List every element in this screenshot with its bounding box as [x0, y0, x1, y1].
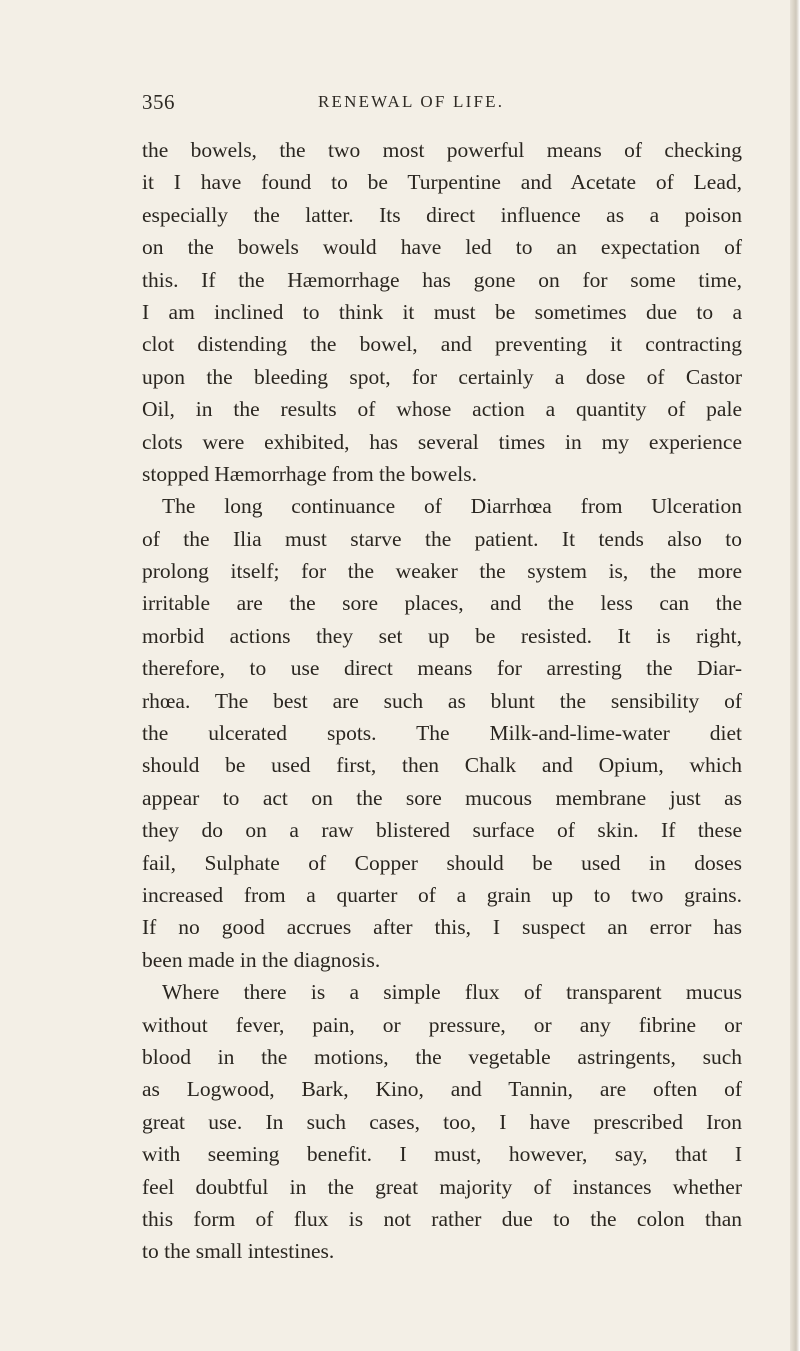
- text-line: morbid actions they set up be resisted. It is right,: [142, 623, 742, 648]
- text-line: upon the bleeding spot, for certainly a dose of Castor: [142, 364, 742, 389]
- text-line: blood in the motions, the vegetable astringents, such: [142, 1044, 742, 1069]
- text-line: clot distending the bowel, and preventing it contracting: [142, 332, 742, 357]
- text-line: they do on a raw blistered surface of skin. If these: [142, 818, 742, 843]
- text-line: with seeming benefit. I must, however, say, that I: [142, 1142, 742, 1167]
- text-line: If no good accrues after this, I suspect an error has: [142, 915, 742, 940]
- text-line: fail, Sulphate of Copper should be used in doses: [142, 850, 742, 875]
- text-line: it I have found to be Turpentine and Acetate of Lead,: [142, 170, 742, 195]
- running-head: RENEWAL OF LIFE.: [318, 92, 505, 111]
- text-line: without fever, pain, or pressure, or any fibrine or: [142, 1012, 742, 1037]
- text-line: clots were exhibited, has several times in my experience: [142, 429, 742, 454]
- page-header: [142, 90, 732, 120]
- text-line: great use. In such cases, too, I have prescribed Iron: [142, 1109, 742, 1134]
- text-line: the bowels, the two most powerful means of checking: [142, 138, 742, 162]
- text-line: prolong itself; for the weaker the system is, the more: [142, 559, 742, 584]
- page-number: 356: [142, 90, 175, 114]
- text-line: especially the latter. Its direct influence as a poison: [142, 202, 742, 227]
- page-edge-shadow: [790, 0, 800, 1351]
- text-line: this form of flux is not rather due to the colon than: [142, 1206, 742, 1231]
- text-line: stopped Hæmorrhage from the bowels.: [142, 461, 477, 486]
- text-line: increased from a quarter of a grain up to two grains.: [142, 882, 742, 907]
- text-line: feel doubtful in the great majority of instances whether: [142, 1174, 742, 1199]
- text-line: this. If the Hæmorrhage has gone on for some time,: [142, 267, 742, 292]
- text-line: should be used first, then Chalk and Opium, which: [142, 753, 742, 778]
- text-line: irritable are the sore places, and the less can the: [142, 591, 742, 616]
- body-text: [142, 134, 742, 1268]
- text-line: I am inclined to think it must be sometimes due to a: [142, 299, 742, 324]
- paragraph-start-line: The long continuance of Diarrhœa from Ulceration: [162, 494, 742, 519]
- text-line: appear to act on the sore mucous membrane just as: [142, 785, 742, 810]
- text-line: as Logwood, Bark, Kino, and Tannin, are often of: [142, 1077, 742, 1102]
- text-line: the ulcerated spots. The Milk-and-lime-water diet: [142, 721, 742, 746]
- text-line: of the Ilia must starve the patient. It tends also to: [142, 526, 742, 551]
- paragraph-start-line: Where there is a simple flux of transparent mucus: [162, 980, 742, 1005]
- text-line: therefore, to use direct means for arresting the Diar-: [142, 656, 742, 681]
- text-line: to the small intestines.: [142, 1239, 335, 1264]
- text-line: been made in the diagnosis.: [142, 947, 381, 972]
- text-line: on the bowels would have led to an expectation of: [142, 235, 742, 260]
- text-line: Oil, in the results of whose action a quantity of pale: [142, 397, 742, 422]
- text-line: rhœa. The best are such as blunt the sensibility of: [142, 688, 742, 713]
